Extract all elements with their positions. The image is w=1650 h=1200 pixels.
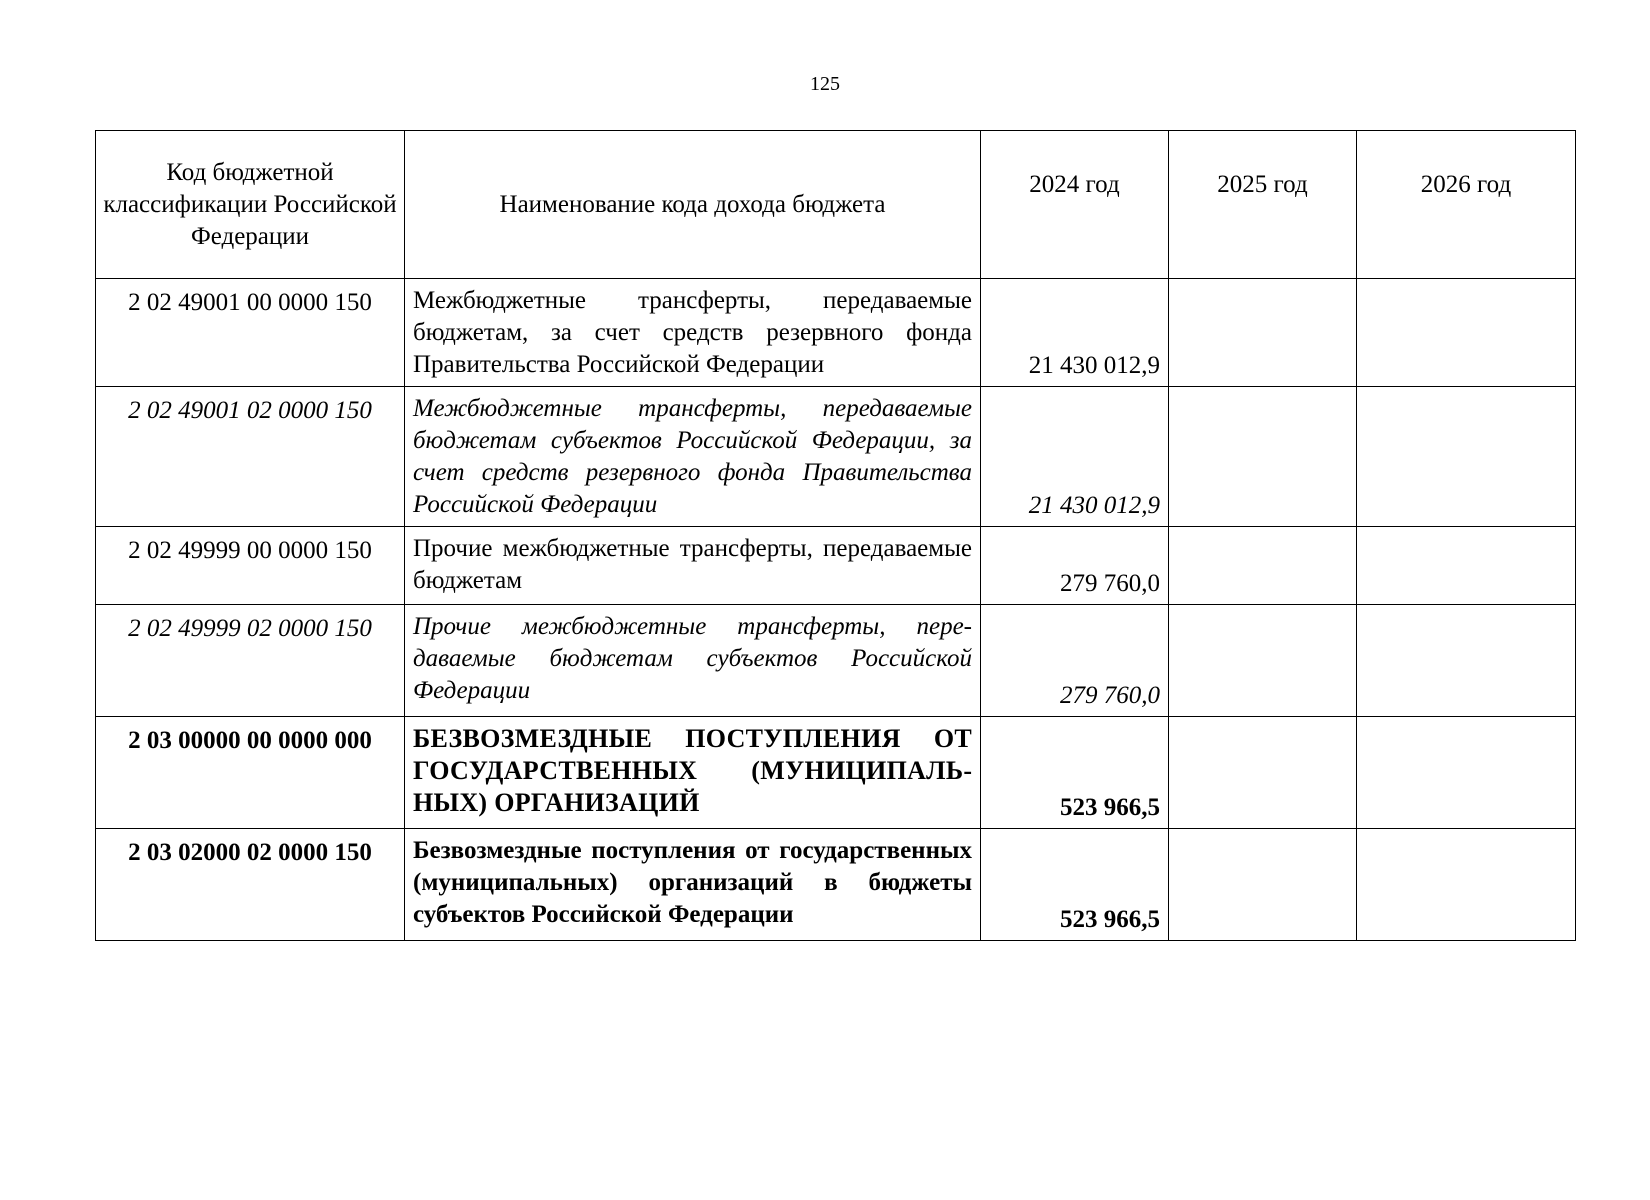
value-2024-cell: 279 760,0 [981, 527, 1169, 605]
revenue-name-cell: Прочие межбюджетные трансферты, передаваемые бюджетам [405, 527, 981, 605]
value-2025-cell [1169, 527, 1357, 605]
budget-code-cell: 2 02 49999 02 0000 150 [96, 605, 405, 717]
value-2024-cell: 21 430 012,9 [981, 279, 1169, 387]
value-2026-cell [1357, 387, 1576, 527]
value-2025-cell [1169, 717, 1357, 829]
revenue-name-cell: Межбюджетные трансферты, передаваемые бюджетам, за счет средств резервного фонда Правительства Российской Федерации [405, 279, 981, 387]
value-2025-cell [1169, 279, 1357, 387]
value-2026-cell [1357, 605, 1576, 717]
value-2026-cell [1357, 717, 1576, 829]
page-number: 125 [810, 73, 840, 95]
header-code: Код бюджетной классификации Российской Федерации [96, 131, 405, 279]
revenue-name-cell: БЕЗВОЗМЕЗДНЫЕ ПОСТУПЛЕНИЯ ОТ ГОСУДАРСТВЕННЫХ (МУНИЦИПАЛЬНЫХ) ОРГАНИЗАЦИЙ [405, 717, 981, 829]
revenue-name-cell: Межбюджетные трансферты, передаваемые бюджетам субъектов Российской Федерации, за счет средств резервного фонда Правительства Российской Федерации [405, 387, 981, 527]
header-name: Наименование кода дохода бюджета [405, 131, 981, 279]
value-2024-cell: 279 760,0 [981, 605, 1169, 717]
value-2025-cell [1169, 387, 1357, 527]
revenue-name-cell: Безвозмездные поступления от государственных (муниципальных) организаций в бюджеты субъектов Российской Федерации [405, 829, 981, 941]
header-2026: 2026 год [1357, 131, 1576, 279]
table-row [96, 387, 1576, 527]
table-header-row [96, 131, 1576, 279]
table-row [96, 279, 1576, 387]
budget-code-cell: 2 03 02000 02 0000 150 [96, 829, 405, 941]
budget-code-cell: 2 03 00000 00 0000 000 [96, 717, 405, 829]
table-row [96, 527, 1576, 605]
value-2026-cell [1357, 527, 1576, 605]
table-row [96, 717, 1576, 829]
table-row [96, 829, 1576, 941]
value-2025-cell [1169, 605, 1357, 717]
header-2024: 2024 год [981, 131, 1169, 279]
value-2026-cell [1357, 279, 1576, 387]
value-2024-cell: 21 430 012,9 [981, 387, 1169, 527]
value-2024-cell: 523 966,5 [981, 829, 1169, 941]
budget-code-cell: 2 02 49999 00 0000 150 [96, 527, 405, 605]
table-row [96, 605, 1576, 717]
budget-code-cell: 2 02 49001 02 0000 150 [96, 387, 405, 527]
header-2025: 2025 год [1169, 131, 1357, 279]
budget-code-cell: 2 02 49001 00 0000 150 [96, 279, 405, 387]
value-2026-cell [1357, 829, 1576, 941]
value-2025-cell [1169, 829, 1357, 941]
budget-revenue-table [95, 130, 1576, 941]
value-2024-cell: 523 966,5 [981, 717, 1169, 829]
revenue-name-cell: Прочие межбюджетные трансферты, передаваемые бюджетам субъектов Российской Федерации [405, 605, 981, 717]
